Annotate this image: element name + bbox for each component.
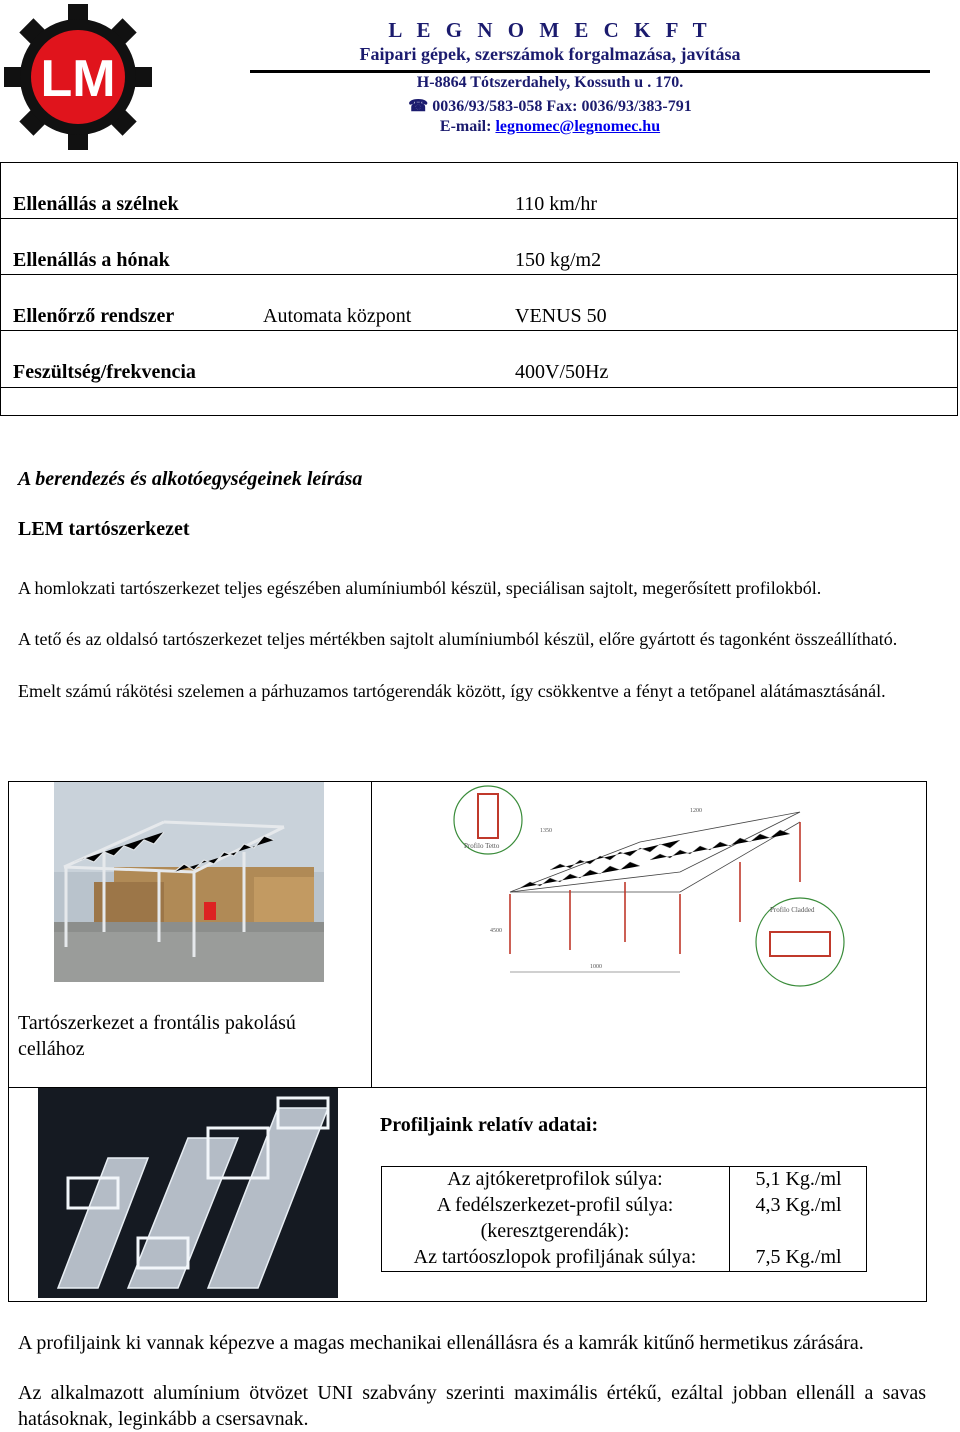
weight-name: A fedélszerkezet-profil súlya: — [436, 1194, 674, 1216]
structure-photo — [54, 782, 324, 982]
email-label: E-mail: — [439, 118, 496, 135]
company-tagline: Faipari gépek, szerszámok forgalmazása, javítása — [359, 44, 741, 64]
spec-value: 110 km/hr — [515, 193, 598, 215]
structure-drawing — [450, 782, 850, 990]
drawing-label: 1000 — [590, 964, 602, 970]
phone-fax-text: 0036/93/583-058 Fax: 0036/93/383-791 — [432, 98, 692, 115]
spec-table — [0, 162, 958, 416]
figure-caption: Tartószerkezet a frontális pakolású cellához — [18, 1012, 296, 1060]
drawing-label: 1350 — [540, 828, 552, 834]
drawing-label: 1200 — [690, 808, 702, 814]
footer-paragraph: Az alkalmazott alumínium ötvözet UNI szabvány szerinti maximális értékű, ezáltal jobban ellenáll a savas hatásoknak, leginkább a csersavnak. — [18, 1382, 926, 1430]
company-name: L E G N O M E C K F T — [388, 18, 712, 42]
weight-name-cont: (keresztgerendák): — [480, 1220, 630, 1242]
section-title: A berendezés és alkotóegységeinek leírása — [18, 468, 363, 490]
weight-value: 7,5 Kg./ml — [755, 1246, 842, 1268]
spec-label: Ellenállás a hónak — [13, 249, 170, 271]
footer-paragraph: A profiljaink ki vannak képezve a magas mechanikai ellenállásra és a kamrák kitűnő hermetikus zárására. — [18, 1332, 864, 1354]
email-link[interactable]: legnomec@legnomec.hu — [495, 118, 661, 135]
spec-value: 150 kg/m2 — [515, 249, 602, 271]
spec-value: VENUS 50 — [515, 305, 607, 327]
weight-name: Az ajtókeretprofilok súlya: — [447, 1168, 663, 1190]
drawing-label: Profilo Cladded — [770, 906, 815, 914]
logo-letters: LM — [40, 50, 116, 108]
spec-row — [1, 331, 957, 415]
spec-value: 400V/50Hz — [515, 361, 609, 383]
drawing-label: Profilo Tetto — [464, 842, 500, 850]
company-address: H-8864 Tótszerdahely, Kossuth u . 170. — [416, 74, 684, 91]
weight-value: 5,1 Kg./ml — [755, 1168, 842, 1190]
weight-name: Az tartóoszlopok profiljának súlya: — [413, 1246, 697, 1268]
spec-label: Feszültség/frekvencia — [13, 361, 196, 383]
spec-divider — [1, 387, 957, 388]
company-logo — [4, 4, 152, 150]
spec-mid: Automata központ — [263, 305, 412, 327]
header-divider — [250, 70, 930, 73]
company-email — [250, 118, 850, 136]
spec-row — [1, 275, 957, 331]
drawing-label: 4500 — [490, 928, 502, 934]
profiles-title: Profiljaink relatív adatai: — [380, 1114, 599, 1136]
profiles-photo — [38, 1088, 338, 1298]
company-phone — [250, 96, 850, 116]
spec-label: Ellenállás a szélnek — [13, 193, 179, 215]
paragraph: A tető és az oldalsó tartószerkezet teljes mértékben sajtolt alumíniumból készül, előre gyártott és tagonként összeállítható. — [18, 629, 898, 649]
spec-row — [1, 219, 957, 275]
paragraph: A homlokzati tartószerkezet teljes egészében alumíniumból készül, speciálisan sajtolt, megerősített profilokból. — [18, 578, 822, 598]
paragraph: Emelt számú rákötési szelemen a párhuzamos tartógerendák között, így csökkentve a fényt a tetőpanel alátámasztásánál. — [18, 681, 886, 701]
spec-label: Ellenőrző rendszer — [13, 305, 175, 327]
section-subtitle: LEM tartószerkezet — [18, 518, 190, 540]
phone-icon: ☎ — [408, 98, 429, 115]
weight-value: 4,3 Kg./ml — [755, 1194, 842, 1216]
figure-grid-divider — [371, 781, 372, 1088]
spec-row — [1, 163, 957, 219]
